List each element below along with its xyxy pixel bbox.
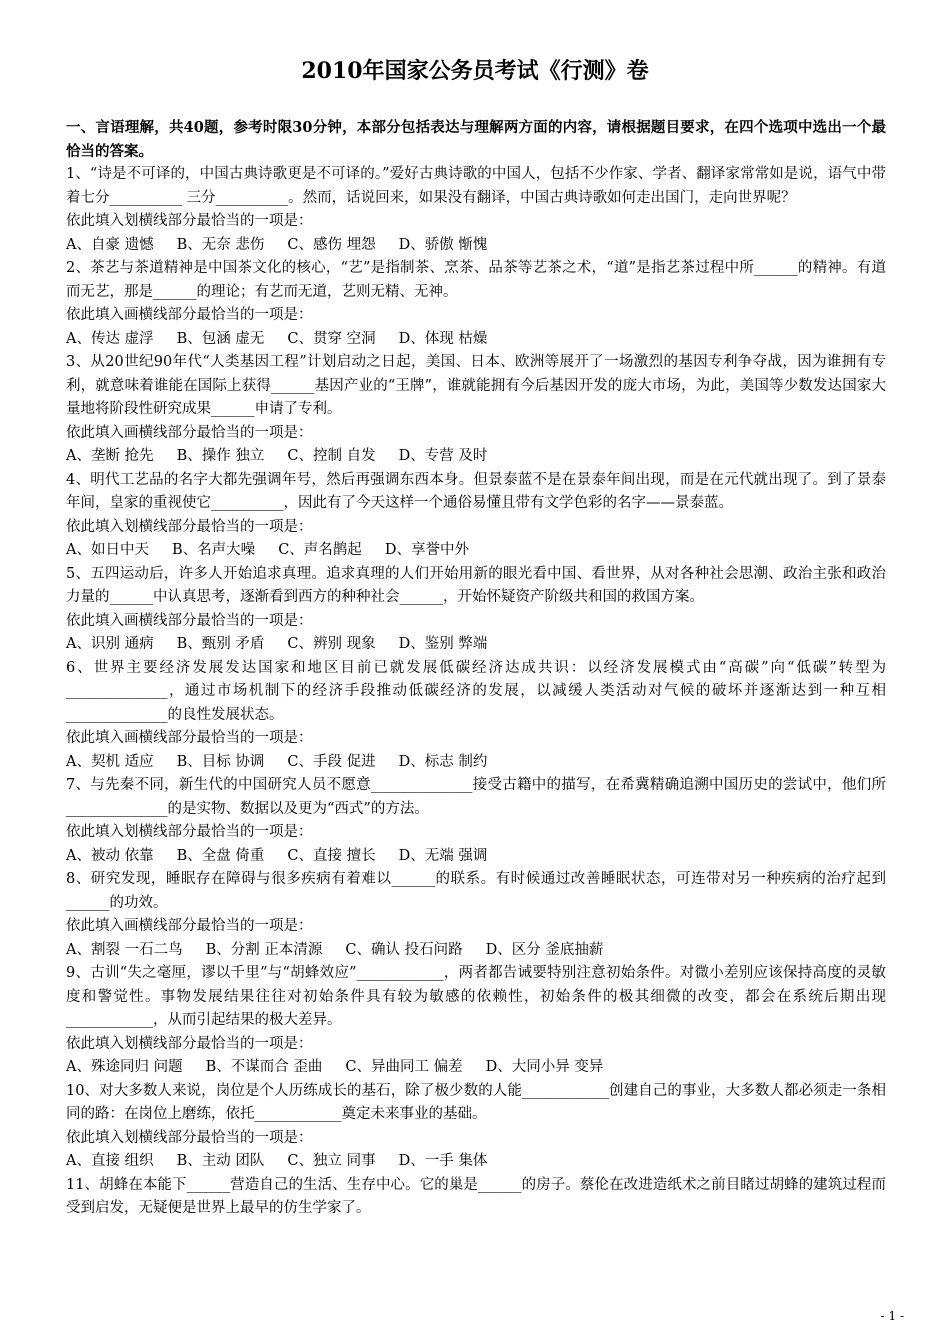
question-6-prompt: 依此填入画横线部分最恰当的一项是： xyxy=(66,730,313,746)
question-2-options: A、传达 虚浮 B、包涵 虚无 C、贯穿 空洞 D、体现 枯燥 xyxy=(66,330,488,347)
question-1-prompt: 依此填入划横线部分最恰当的一项是： xyxy=(66,213,313,229)
question-5-stem: 5、五四运动后，许多人开始追求真理。追求真理的人们开始用新的眼光看中国、看世界，从对各种社会思潮、政治主张和政治力量的______中认真思考，逐渐看到西方的种种社会______，开始怀疑资产阶级共和国的救国方案。 xyxy=(66,565,886,605)
question-7-stem: 7、与先秦不同，新生代的中国研究人员不愿意______________接受古籍中的描写，在希冀精确追溯中国历史的尝试中，他们所______________的是实物、数据以及更为“西式”的方法。 xyxy=(66,777,886,817)
question-9-prompt: 依此填入划横线部分最恰当的一项是： xyxy=(66,1035,313,1052)
question-8-prompt: 依此填入画横线部分最恰当的一项是： xyxy=(66,918,313,934)
question-2-prompt: 依此填入画横线部分最恰当的一项是： xyxy=(66,307,313,323)
question-3-options: A、垄断 抢先 B、操作 独立 C、控制 自发 D、专营 及时 xyxy=(66,448,488,464)
question-4-prompt: 依此填入划横线部分最恰当的一项是： xyxy=(66,518,313,535)
question-3-stem: 3、从20世纪90年代“人类基因工程”计划启动之日起，美国、日本、欧洲等展开了一场激烈的基因专利争夺战，因为谁拥有专利，就意味着谁能在国际上获得______基因产业的“王牌”，谁就能拥有今后基因开发的庞大市场，为此，美国等少数发达国家大量地将阶段性研究成果______申请了专利。 xyxy=(66,354,886,417)
question-4-options: A、如日中天 B、名声大噪 C、声名鹊起 D、享誉中外 xyxy=(66,542,469,558)
question-3-prompt: 依此填入画横线部分最恰当的一项是： xyxy=(66,424,313,441)
question-10-prompt: 依此填入划横线部分最恰当的一项是： xyxy=(66,1129,313,1146)
question-9-options: A、殊途同归 问题 B、不谋而合 歪曲 C、异曲同工 偏差 D、大同小异 变异 xyxy=(66,1059,604,1075)
question-10-options: A、直接 组织 B、主动 团队 C、独立 同事 D、一手 集体 xyxy=(66,1153,488,1169)
document-title: 2010年国家公务员考试《行测》卷 xyxy=(301,58,649,84)
question-9-stem: 9、古训“失之毫厘，谬以千里”与“胡蜂效应”____________，两者都告诫要特别注意初始条件。对微小差别应该保持高度的灵敏度和警觉性。事物发展结果往往对初始条件具有较为敏感的依赖性，初始条件的极其细微的改变，都会在系统后期出现____________，从而引起结果的极大差异。 xyxy=(66,965,886,1028)
question-7-prompt: 依此填入划横线部分最恰当的一项是： xyxy=(66,824,313,840)
question-5-options: A、识别 通病 B、甄别 矛盾 C、辨别 现象 D、鉴别 弊端 xyxy=(66,636,488,652)
page-number: - 1 - xyxy=(880,1309,904,1323)
question-8-stem: 8、研究发现，睡眠存在障碍与很多疾病有着难以______的联系。有时候通过改善睡眠状态，可连带对另一种疾病的治疗起到______的功效。 xyxy=(66,871,886,911)
section-heading: 一、言语理解，共40题，参考时限30分钟，本部分包括表达与理解两方面的内容，请根据题目要求，在四个选项中选出一个最恰当的答案。 xyxy=(66,119,886,160)
question-6-stem: 6、世界主要经济发展发达国家和地区目前已就发展低碳经济达成共识：以经济发展模式由“高碳”向“低碳”转型为______________，通过市场机制下的经济手段推动低碳经济的发展，以减缓人类活动对气候的破坏并逐渐达到一种互相______________的良性发展状态。 xyxy=(66,659,886,723)
question-4-stem: 4、明代工艺品的名字大都先强调年号，然后再强调东西本身。但景泰蓝不是在景泰年间出现，而是在元代就出现了。到了景泰年间，皇家的重视使它__________，因此有了今天这样一个通俗易懂且带有文学色彩的名字——景泰蓝。 xyxy=(66,471,886,511)
question-8-options: A、割裂 一石二鸟 B、分割 正本清源 C、确认 投石问路 D、区分 釜底抽薪 xyxy=(66,941,604,958)
question-10-stem: 10、对大多数人来说，岗位是个人历练成长的基石，除了极少数的人能____________创建自己的事业，大多数人都必须走一条相同的路：在岗位上磨练，依托____________奠定未来事业的基础。 xyxy=(66,1082,886,1122)
question-5-prompt: 依此填入画横线部分最恰当的一项是： xyxy=(66,612,313,629)
question-1-stem: 1、“诗是不可译的，中国古典诗歌更是不可译的。”爱好古典诗歌的中国人，包括不少作家、学者、翻译家常常如是说，语气中带着七分__________ 三分__________。然而，话说回来，如果没有翻译，中国古典诗歌如何走出国门，走向世界呢？ xyxy=(66,166,886,206)
question-1-options: A、自豪 遗憾 B、无奈 悲伤 C、感伤 埋怨 D、骄傲 惭愧 xyxy=(66,236,488,253)
question-11-stem: 11、胡蜂在本能下______营造自己的生活、生存中心。它的巢是______的房子。蔡伦在改进造纸术之前目睹过胡蜂的建筑过程而受到启发，无疑便是世界上最早的仿生学家了。 xyxy=(66,1176,886,1216)
question-2-stem: 2、茶艺与茶道精神是中国茶文化的核心，“艺”是指制茶、烹茶、品茶等艺茶之术，“道”是指艺茶过程中所______的精神。有道而无艺，那是______的理论；有艺而无道，艺则无精、无神。 xyxy=(66,260,886,300)
question-6-options: A、契机 适应 B、目标 协调 C、手段 促进 D、标志 制约 xyxy=(66,753,488,770)
question-7-options: A、被动 依靠 B、全盘 倚重 C、直接 擅长 D、无端 强调 xyxy=(66,847,488,864)
document-body xyxy=(66,116,886,1221)
